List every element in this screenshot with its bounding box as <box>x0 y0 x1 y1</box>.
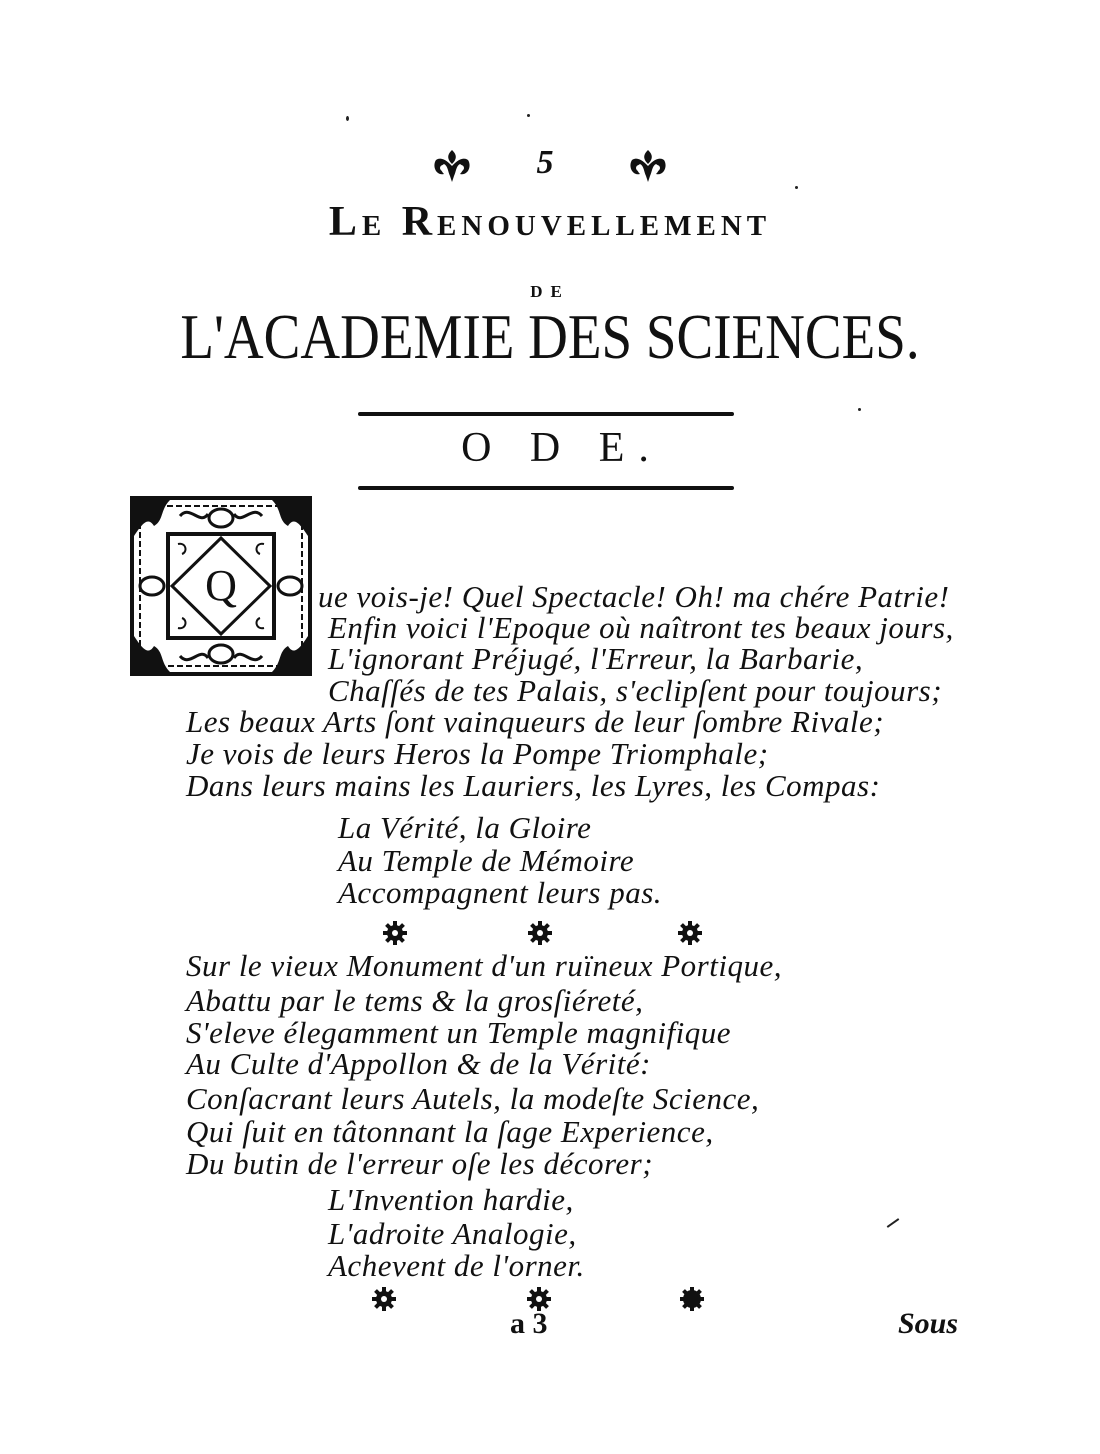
scan-speck <box>795 186 798 189</box>
flower-ornament-icon <box>383 921 407 945</box>
scan-speck <box>858 408 861 411</box>
verse-line: Au Temple de Mémoire <box>338 843 635 878</box>
title-line-1: Le Renouvellement <box>328 199 772 245</box>
verse-line: Les beaux Arts ſont vainqueurs de leur ſombre Rivale; <box>186 704 885 739</box>
title-line-3: L'ACADEMIE DES SCIENCES. <box>180 301 920 372</box>
rule-top <box>358 412 734 416</box>
verse-line: Abattu par le tems & la grosſiéreté, <box>186 983 644 1018</box>
verse-line: Chaſſés de tes Palais, s'eclipſent pour toujours; <box>328 673 943 708</box>
fleuron-left-icon <box>432 148 472 184</box>
section-heading: O D E. <box>461 425 663 471</box>
scan-mark <box>887 1218 900 1228</box>
title-line-2: DE <box>530 282 570 301</box>
flower-ornament-icon <box>372 1287 396 1311</box>
verse-line: Qui ſuit en tâtonnant la ſage Experience, <box>186 1114 714 1149</box>
scan-speck <box>346 116 349 121</box>
catchword: Sous <box>898 1307 959 1340</box>
verse-line: L'Invention hardie, <box>328 1182 574 1217</box>
verse-line: ue vois-je! Quel Spectacle! Oh! ma chére Patrie! <box>318 579 950 614</box>
flower-ornament-icon <box>680 1287 704 1311</box>
flower-ornament-icon <box>528 921 552 945</box>
drop-cap-frame-icon <box>130 496 312 676</box>
verse-line: Je vois de leurs Heros la Pompe Triomphale; <box>186 736 769 771</box>
fleuron-right-icon <box>628 148 668 184</box>
rule-bottom <box>358 486 734 490</box>
verse-line: Achevent de l'orner. <box>328 1248 585 1283</box>
flower-ornament-icon <box>678 921 702 945</box>
verse-line: Conſacrant leurs Autels, la modeſte Science, <box>186 1081 760 1116</box>
verse-line: Dans leurs mains les Lauriers, les Lyres, les Compas: <box>186 768 881 803</box>
verse-line: L'adroite Analogie, <box>328 1216 577 1251</box>
signature-mark: a 3 <box>510 1307 548 1340</box>
drop-cap-letter: Q <box>205 561 237 610</box>
scan-speck <box>527 114 530 117</box>
verse-line: Accompagnent leurs pas. <box>338 875 663 910</box>
verse-line: Sur le vieux Monument d'un ruïneux Portique, <box>186 948 782 983</box>
page-number: 5 <box>536 144 554 181</box>
verse-line: S'eleve élegamment un Temple magnifique <box>186 1015 731 1050</box>
verse-line: Du butin de l'erreur oſe les décorer; <box>186 1146 654 1181</box>
verse-line: Enfin voici l'Epoque où naîtront tes beaux jours, <box>328 610 954 645</box>
verse-line: Au Culte d'Appollon & de la Vérité: <box>186 1046 651 1081</box>
verse-line: L'ignorant Préjugé, l'Erreur, la Barbarie, <box>328 641 864 676</box>
verse-line: La Vérité, la Gloire <box>338 810 592 845</box>
